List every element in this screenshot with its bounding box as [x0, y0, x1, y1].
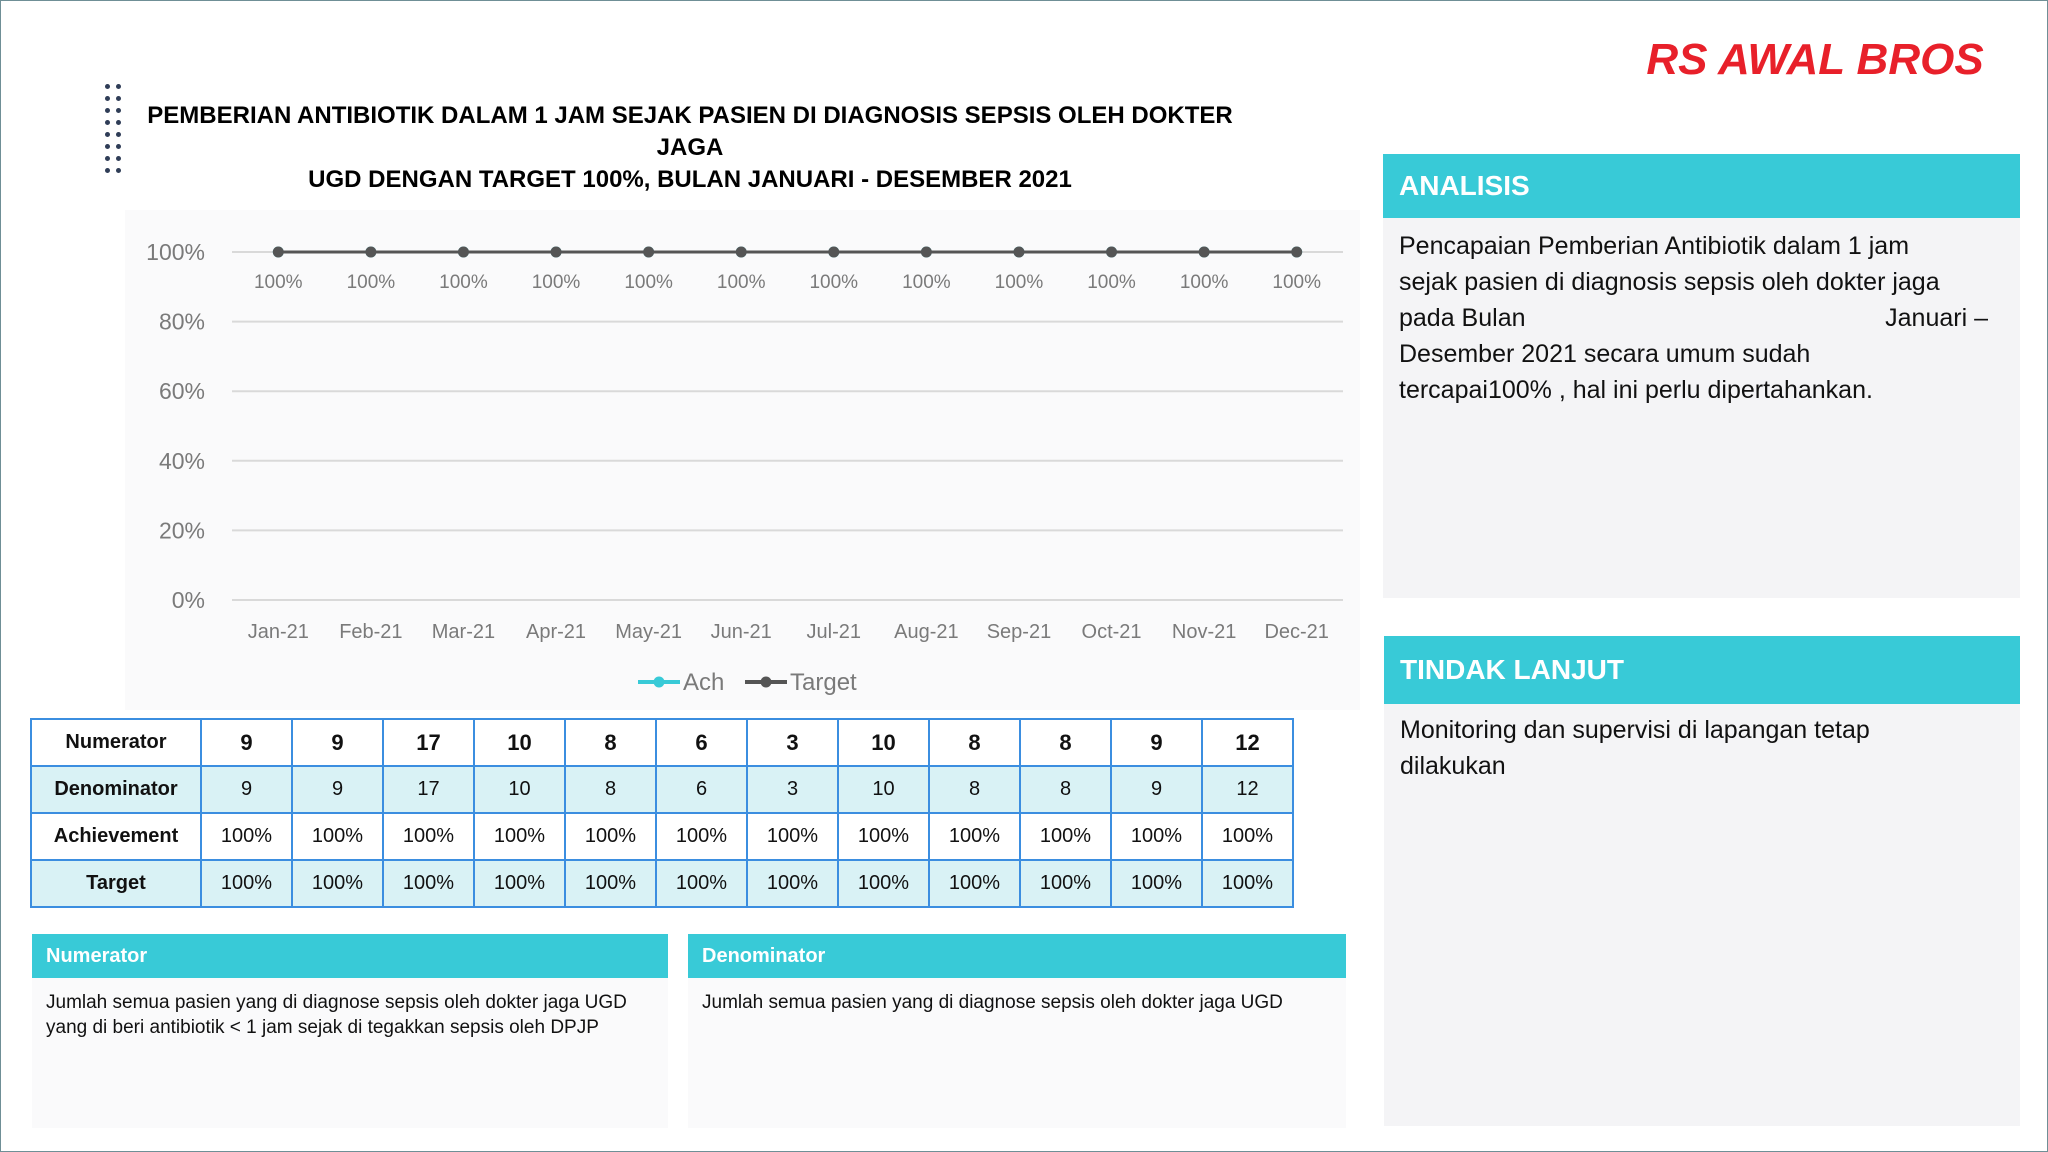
table-cell: 6 [656, 719, 747, 766]
table-cell: 8 [565, 766, 656, 813]
tindak-lanjut-body [1384, 704, 2020, 1126]
data-point-target [921, 247, 932, 258]
table-row-label: Target [31, 860, 201, 907]
table-row [31, 813, 1293, 860]
tindak-lanjut-line2: dilakukan [1400, 752, 1506, 780]
table-cell: 8 [1020, 766, 1111, 813]
table-cell: 100% [838, 860, 929, 907]
analisis-line3a: pada Bulan [1399, 304, 1526, 332]
data-label: 100% [902, 272, 951, 293]
legend-label-ach: Ach [683, 669, 725, 696]
table-cell: 12 [1202, 766, 1293, 813]
table-cell: 100% [747, 860, 838, 907]
table-cell: 3 [747, 719, 838, 766]
table-cell: 100% [1202, 813, 1293, 860]
decorative-dots [103, 84, 123, 184]
data-point-target [736, 247, 747, 258]
y-tick-label: 60% [158, 378, 205, 405]
table-cell: 100% [292, 860, 383, 907]
rs-awal-bros-logo [1630, 28, 2000, 98]
table-cell: 9 [1111, 766, 1202, 813]
analisis-line3b: Januari – [1885, 304, 1988, 332]
data-point-target [1291, 247, 1302, 258]
legend-label-target: Target [790, 669, 857, 696]
analisis-header: ANALISIS [1383, 154, 2020, 218]
table-cell: 12 [1202, 719, 1293, 766]
table-cell: 9 [201, 719, 292, 766]
x-tick-label: May-21 [615, 621, 682, 643]
analisis-line1: Pencapaian Pemberian Antibiotik dalam 1 jam [1399, 232, 1910, 260]
table-cell: 8 [929, 719, 1020, 766]
data-label: 100% [1272, 272, 1322, 293]
x-tick-label: Mar-21 [431, 621, 496, 643]
table-cell: 100% [565, 813, 656, 860]
data-point-target [365, 247, 376, 258]
data-label: 100% [439, 272, 488, 293]
table-cell: 100% [929, 813, 1020, 860]
table-cell: 100% [201, 813, 292, 860]
data-point-target [1106, 247, 1117, 258]
table-cell: 100% [383, 813, 474, 860]
data-label: 100% [253, 272, 303, 293]
brand-name: RS AWAL BROS [1646, 35, 1984, 84]
table-cell: 8 [929, 766, 1020, 813]
table-cell: 9 [1111, 719, 1202, 766]
analisis-line4: Desember 2021 secara umum sudah [1399, 340, 1811, 368]
table-row [31, 766, 1293, 813]
table-cell: 100% [383, 860, 474, 907]
table-row [31, 719, 1293, 766]
table-cell: 17 [383, 719, 474, 766]
table-cell: 100% [1111, 860, 1202, 907]
table-cell: 17 [383, 766, 474, 813]
data-point-target [1013, 247, 1024, 258]
data-label: 100% [346, 272, 396, 293]
data-point-target [828, 247, 839, 258]
data-point-target [458, 247, 469, 258]
data-point-target [551, 247, 562, 258]
numerator-description: Jumlah semua pasien yang di diagnose sepsis oleh dokter jaga UGD yang di beri antibiotik < 1 jam sejak di tegakkan sepsis oleh DPJP [32, 978, 668, 1128]
table-cell: 100% [929, 860, 1020, 907]
table-cell: 100% [656, 860, 747, 907]
x-tick-label: Jun-21 [710, 621, 772, 643]
y-tick-label: 20% [158, 517, 205, 544]
table-cell: 10 [838, 766, 929, 813]
data-label: 100% [994, 272, 1044, 293]
table-cell: 100% [1020, 860, 1111, 907]
table-row [31, 860, 1293, 907]
table-cell: 100% [474, 813, 565, 860]
numerator-header: Numerator [32, 934, 668, 978]
legend-marker-target [761, 677, 772, 688]
data-label: 100% [624, 272, 673, 293]
table-cell: 100% [1111, 813, 1202, 860]
analisis-body [1383, 218, 2020, 598]
y-tick-label: 100% [146, 239, 205, 265]
table-cell: 10 [474, 766, 565, 813]
chart-title-line2: UGD DENGAN TARGET 100%, BULAN JANUARI - DESEMBER 2021 [308, 166, 1072, 193]
table-cell: 100% [1020, 813, 1111, 860]
table-cell: 8 [1020, 719, 1111, 766]
x-tick-label: Nov-21 [1171, 621, 1237, 643]
table-cell: 9 [292, 719, 383, 766]
table-cell: 100% [656, 813, 747, 860]
data-label: 100% [1087, 272, 1136, 293]
line-chart [125, 210, 1360, 710]
tindak-lanjut-line1: Monitoring dan supervisi di lapangan tetap [1400, 716, 1870, 744]
table-cell: 10 [474, 719, 565, 766]
table-cell: 8 [565, 719, 656, 766]
y-tick-label: 0% [171, 587, 205, 613]
table-cell: 3 [747, 766, 838, 813]
table-cell: 10 [838, 719, 929, 766]
table-cell: 6 [656, 766, 747, 813]
table-cell: 100% [565, 860, 656, 907]
data-point-target [1199, 247, 1210, 258]
x-tick-label: Jul-21 [806, 621, 862, 643]
x-tick-label: Oct-21 [1081, 621, 1142, 643]
legend-marker-ach [654, 677, 665, 688]
chart-title [140, 100, 1240, 196]
table-row-label: Achievement [31, 813, 201, 860]
data-label: 100% [809, 272, 859, 293]
data-table [30, 718, 1294, 908]
data-label: 100% [531, 272, 581, 293]
tindak-lanjut-header: TINDAK LANJUT [1384, 636, 2020, 704]
data-point-target [643, 247, 654, 258]
table-cell: 100% [838, 813, 929, 860]
x-tick-label: Dec-21 [1264, 621, 1329, 643]
denominator-description: Jumlah semua pasien yang di diagnose sepsis oleh dokter jaga UGD [688, 978, 1346, 1128]
denominator-header: Denominator [688, 934, 1346, 978]
x-tick-label: Jan-21 [247, 621, 309, 643]
x-tick-label: Aug-21 [894, 621, 959, 643]
table-cell: 100% [474, 860, 565, 907]
data-label: 100% [716, 272, 766, 293]
table-cell: 9 [201, 766, 292, 813]
table-cell: 100% [1202, 860, 1293, 907]
analisis-line2: sejak pasien di diagnosis sepsis oleh dokter jaga [1399, 268, 1940, 296]
table-row-label: Denominator [31, 766, 201, 813]
x-tick-label: Feb-21 [339, 621, 403, 643]
table-cell: 100% [292, 813, 383, 860]
table-cell: 9 [292, 766, 383, 813]
x-tick-label: Apr-21 [526, 621, 587, 643]
chart-title-line1: PEMBERIAN ANTIBIOTIK DALAM 1 JAM SEJAK PASIEN DI DIAGNOSIS SEPSIS OLEH DOKTER JAGA [147, 102, 1233, 161]
table-row-label: Numerator [31, 719, 201, 766]
analisis-line5: tercapai100% , hal ini perlu dipertahankan. [1399, 376, 1873, 404]
y-tick-label: 80% [158, 308, 205, 335]
table-cell: 100% [747, 813, 838, 860]
data-label: 100% [1179, 272, 1229, 293]
y-tick-label: 40% [158, 447, 205, 474]
x-tick-label: Sep-21 [986, 621, 1052, 643]
data-point-target [273, 247, 284, 258]
table-cell: 100% [201, 860, 292, 907]
